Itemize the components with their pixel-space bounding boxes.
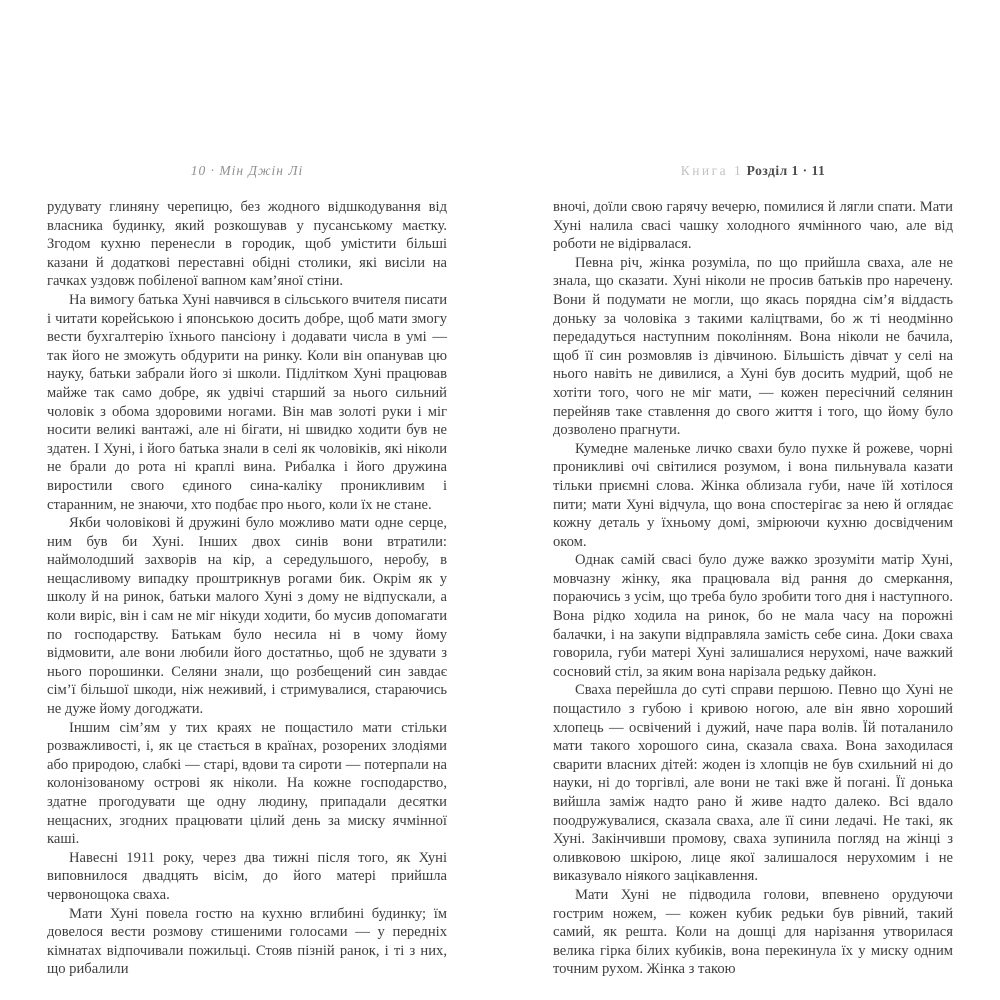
right-running-header: [553, 163, 953, 181]
book-part-header: Книга 1: [680, 163, 744, 178]
paragraph: На вимогу батька Хуні навчився в сільського вчителя писати і читати корейською і японською досить добре, щоб мати змогу вести бухгалтерію їхнього пансіону і додавати числа в умі — так його не зможуть обдурити на ринку. Коли він опанував цю науку, батьки забрали його зі школи. Підлітком Хуні працював майже так само добре, як удвічі старший за нього сильний чоловік з обома здоровими ногами. Він мав золоті руки і міг носити великі вантажі, але ні бігати, ні швидко ходити був не здатен. І Хуні, і його батька знали в селі як чоловіків, які ніколи не брали до рота ні краплі вина. Рибалка і його дружина виростили свого єдиного сина-каліку проникливим і старанним, не знаючи, хто подбає про нього, коли їх не стане.: [47, 291, 447, 513]
chapter-and-page-number-header: Розділ 1 · 11: [746, 163, 826, 178]
paragraph: Однак самій свасі було дуже важко зрозуміти матір Хуні, мовчазну жінку, яка працювала від рання до смеркання, пораючись з усім, що треба було зробити того дня і наступного. Вона рідко ходила на ринок, бо не мала часу на порожні балачки, і на закупи відправляла замість себе сина. Доки сваха говорила, губи матері Хуні залишалися нерухомі, наче важкий сосновий стіл, за яким вона нарізала редьку дайкон.: [553, 552, 953, 680]
page-spread: [0, 163, 1000, 979]
left-page: [47, 163, 447, 979]
paragraph: Іншим сім’ям у тих краях не пощастило мати стільки розважливості, і, як це стається в країнах, розорених злодіями або природою, слабкі — старі, вдови та сироти — потерпали на колонізованому острові як ніколи. На кожне господарство, здатне прогодувати ще одну людину, припадали десятки нещасних, згодних працювати цілий день за миску ячмінної каші.: [47, 719, 447, 848]
paragraph: Певна річ, жінка розуміла, по що прийшла сваха, але не знала, що сказати. Хуні ніколи не просив батьків про наречену. Вони й подумати не могли, що якась порядна сім’я віддасть доньку за чоловіка з такими каліцтвами, бо ж ті неодмінно передадуться наступним поколінням. Вона ніколи не бачила, щоб її син розмовляв із дівчиною. Більшість дівчат у селі на нього навіть не дивилися, а Хуні був досить мудрий, щоб не хотіти того, чого не міг мати, — кожен пересічний селянин перейняв таке ставлення до свого життя і того, що йому було дозволено прагнути.: [553, 254, 953, 439]
paragraph: Навесні 1911 року, через два тижні після того, як Хуні виповнилося двадцять вісім, до його матері прийшла червонощока сваха.: [47, 849, 447, 903]
left-page-text: [47, 198, 447, 979]
paragraph: Мати Хуні повела гостю на кухню вглибині будинку; їм довелося вести розмову стишеними голосами — у передніх кімнатах відпочивали пожильці. Стояв пізній ранок, і ті з них, що рибалили: [47, 905, 447, 978]
left-running-header: [47, 163, 447, 181]
paragraph: вночі, доїли свою гарячу вечерю, помилися й лягли спати. Мати Хуні налила свасі чашку холодного ячмінного чаю, але від роботи не відірвалася.: [553, 199, 953, 253]
paragraph: Кумедне маленьке личко свахи було пухке й рожеве, чорні проникливі очі світилися розумом, і вона пильнувала казати тільки приємні слова. Жінка облизала губи, наче їй хотілося пити; мати Хуні відчула, що вона спостерігає за нею й оглядає кожну деталь у їхньому домі, змірюючи кухню досвідченим оком.: [553, 440, 953, 550]
right-page: [553, 163, 953, 979]
page-number-and-author-header: 10 · Мін Джін Лі: [190, 163, 304, 178]
paragraph: Якби чоловікові й дружині було можливо мати одне серце, ним був би Хуні. Інших двох синів вони втратили: наймолодший захворів на кір, а середульшого, неробу, в нещасливому випадку проштрикнув рогами бик. Окрім як у школу й на ринок, батьки малого Хуні з дому не відпускали, а коли виріс, він і сам не міг нікуди ходити, бо мусив допомагати по господарству. Батькам було несила ні в чому йому відмовити, але вони любили його достатньо, щоб не здувати з нього порошинки. Селяни знали, що розбещений син завдає сім’ї більшої шкоди, ніж неживий, і стримувалися, стараючись не дуже йому догоджати.: [47, 515, 447, 718]
paragraph: Мати Хуні не підводила голови, впевнено орудуючи гострим ножем, — кожен кубик редьки був рівний, такий самий, як решта. Коли на дошці для нарізання утворилася велика гірка білих кубиків, вона перекинула їх у миску одним точним рухом. Жінка з такою: [553, 886, 953, 978]
paragraph: рудувату глиняну черепицю, без жодного відшкодування від власника будинку, який розкошував у пусанському маєтку. Згодом кухню перенесли в городик, щоб умістити більші казани й додаткові переставні обідні столики, які висіли на гачках уздовж побіленої вапном кам’яної стіни.: [47, 199, 447, 290]
right-page-text: [553, 198, 953, 979]
paragraph: Сваха перейшла до суті справи першою. Певно що Хуні не пощастило з губою і кривою ногою, але він явно хороший хлопець — освічений і дужий, наче пара волів. Їй поталанило мати такого хорошого сина, сказала сваха. Вона заходилася сварити власних дітей: жоден із хлопців не був схильний ні до науки, ні до торгівлі, але вони не такі вже й погані. Її донька вийшла заміж надто рано й живе надто далеко. Всі вдало поодружувалися, сказала сваха, але її сини ледачі. Не такі, як Хуні. Закінчивши промову, сваха зупинила погляд на жінці з оливковою шкірою, лице якої залишалося нерухомим і не виказувало ніякого зацікавлення.: [553, 682, 953, 885]
